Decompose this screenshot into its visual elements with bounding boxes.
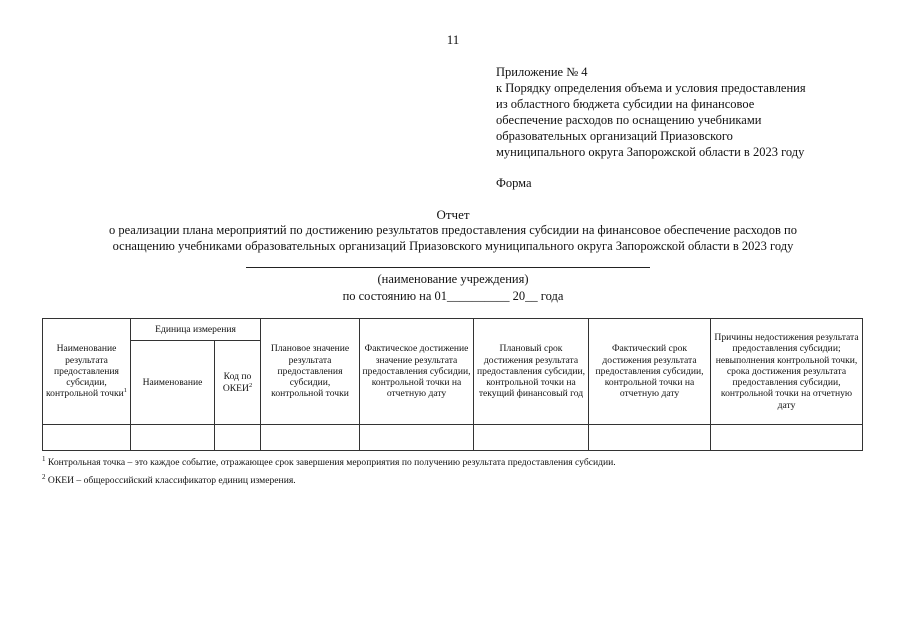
organization-caption: (наименование учреждения) xyxy=(377,272,529,286)
footnote-text: Контрольная точка – это каждое событие, отражающее срок завершения мероприятия по получению результата предоставления субсидии. xyxy=(47,457,616,468)
table-cell xyxy=(43,425,131,451)
table-cell xyxy=(474,425,589,451)
table-cell xyxy=(711,425,863,451)
table-row xyxy=(43,425,863,451)
report-subtitle-line: оснащению учебниками образовательных организаций Приазовского муниципального округа Запорожской области в 2023 году xyxy=(112,239,794,253)
table-cell xyxy=(131,425,215,451)
header-planned-date: Плановый срок достижения результата предоставления субсидии, контрольной точки на текущий финансовый год xyxy=(474,319,589,425)
table-cell xyxy=(589,425,711,451)
annex-line: обеспечение расходов по оснащению учебниками xyxy=(496,113,762,127)
annex-header xyxy=(496,64,886,160)
annex-line: из областного бюджета субсидии на финансовое xyxy=(496,97,755,111)
organization-blank-line xyxy=(246,267,650,268)
report-table xyxy=(42,318,863,451)
header-actual-date: Фактический срок достижения результата предоставления субсидии, контрольной точки на отчетную дату xyxy=(589,319,711,425)
table-cell xyxy=(261,425,360,451)
footnote-ref: 2 xyxy=(248,381,253,389)
header-result-name: Наименование результата предоставления субсидии, контрольной точки$^1$ xyxy=(43,319,131,425)
form-label: Форма xyxy=(496,176,532,190)
footnote-ref: 1 xyxy=(123,387,127,395)
report-date-line: по состоянию на 01__________ 20__ года xyxy=(342,289,564,303)
footnote-mark: 1 xyxy=(42,454,46,463)
header-actual-value: Фактическое достижение значение результата предоставления субсидии, контрольной точки на отчетную дату xyxy=(360,319,474,425)
header-planned-value: Плановое значение результата предоставления субсидии, контрольной точки xyxy=(261,319,360,425)
header-unit-group: Единица измерения xyxy=(131,319,261,341)
footnotes xyxy=(42,454,872,493)
footnote-text: ОКЕИ – общероссийский классификатор единиц измерения. xyxy=(47,475,296,486)
footnote xyxy=(42,472,872,487)
annex-title: Приложение № 4 xyxy=(496,65,588,79)
header-unit-code: Код по ОКЕИ$^2$ xyxy=(215,341,261,425)
page-number: 11 xyxy=(446,32,460,47)
report-subtitle xyxy=(30,222,876,254)
footnote-mark: 2 xyxy=(42,472,46,481)
table-header-row xyxy=(43,319,863,341)
annex-line: к Порядку определения объема и условия предоставления xyxy=(496,81,806,95)
report-title: Отчет xyxy=(436,207,470,222)
annex-line: образовательных организаций Приазовского xyxy=(496,129,733,143)
header-unit-name: Наименование xyxy=(131,341,215,425)
footnote xyxy=(42,454,872,469)
annex-line: муниципального округа Запорожской области в 2023 году xyxy=(496,145,805,159)
table-cell xyxy=(360,425,474,451)
table-cell xyxy=(215,425,261,451)
report-subtitle-line: о реализации плана мероприятий по достижению результатов предоставления субсидии на финансовое обеспечение расходов по xyxy=(108,223,797,237)
header-reasons: Причины недостижения результата предоставления субсидии; невыполнения контрольной точки, срока достижения результата предоставления субсидии, контрольной точки на отчетную дату xyxy=(711,319,863,425)
